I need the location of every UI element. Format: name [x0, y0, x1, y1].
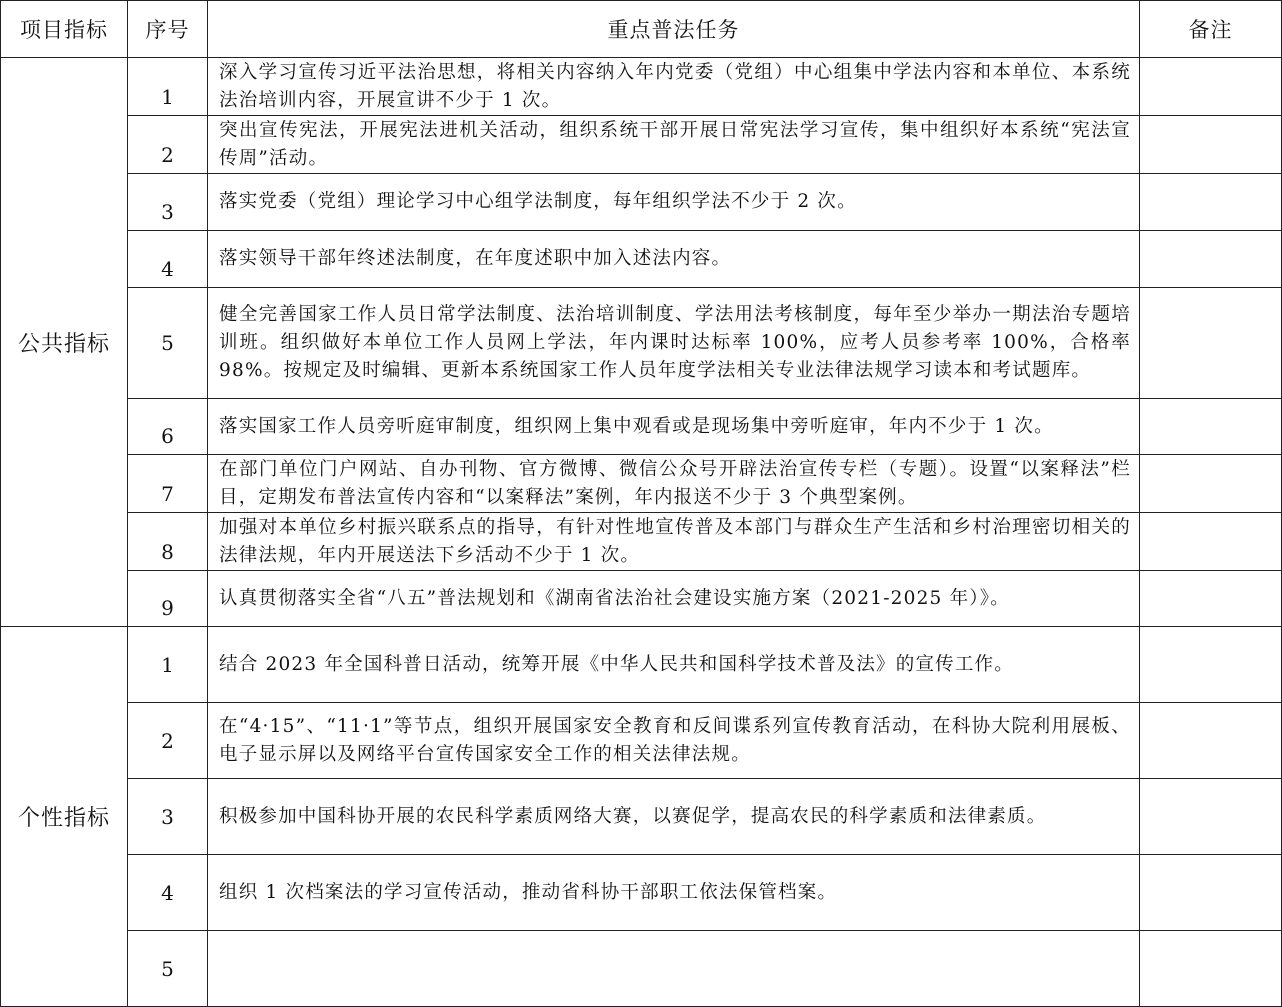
- task-text: 结合 2023 年全国科普日活动，统筹开展《中华人民共和国科学技术普及法》的宣传工作。: [208, 627, 1140, 703]
- table-row: [1, 231, 1282, 288]
- row-number: 4: [128, 231, 208, 288]
- header-number: 序号: [128, 1, 208, 58]
- note-cell: [1140, 513, 1282, 571]
- row-number: 9: [128, 571, 208, 627]
- table-row: [1, 58, 1282, 116]
- note-cell: [1140, 455, 1282, 513]
- note-cell: [1140, 703, 1282, 779]
- table-row: [1, 399, 1282, 455]
- task-text: 认真贯彻落实全省“八五”普法规划和《湖南省法治社会建设实施方案（2021-2025 年）》。: [208, 571, 1140, 627]
- note-cell: [1140, 931, 1282, 1007]
- note-cell: [1140, 231, 1282, 288]
- table-row: [1, 931, 1282, 1007]
- row-number: 4: [128, 855, 208, 931]
- task-text: 落实国家工作人员旁听庭审制度，组织网上集中观看或是现场集中旁听庭审，年内不少于 1 次。: [208, 399, 1140, 455]
- row-number: 7: [128, 455, 208, 513]
- row-number: 3: [128, 779, 208, 855]
- note-cell: [1140, 779, 1282, 855]
- table-row: [1, 174, 1282, 231]
- task-text: 落实领导干部年终述法制度，在年度述职中加入述法内容。: [208, 231, 1140, 288]
- task-text: 积极参加中国科协开展的农民科学素质网络大赛，以赛促学，提高农民的科学素质和法律素质。: [208, 779, 1140, 855]
- category-public: 公共指标: [1, 58, 128, 627]
- header-task: 重点普法任务: [208, 1, 1140, 58]
- note-cell: [1140, 627, 1282, 703]
- task-text: 健全完善国家工作人员日常学法制度、法治培训制度、学法用法考核制度，每年至少举办一期法治专题培训班。组织做好本单位工作人员网上学法，年内课时达标率 100%，应考人员参考率 100%，合格率 98%。按规定及时编辑、更新本系统国家工作人员年度学法相关专业法律法规学习读本和考试题库。: [208, 288, 1140, 399]
- row-number: 2: [128, 116, 208, 174]
- table-row: [1, 116, 1282, 174]
- table-row: [1, 627, 1282, 703]
- category-individual: 个性指标: [1, 627, 128, 1007]
- note-cell: [1140, 399, 1282, 455]
- task-text: 加强对本单位乡村振兴联系点的指导，有针对性地宣传普及本部门与群众生产生活和乡村治理密切相关的法律法规，年内开展送法下乡活动不少于 1 次。: [208, 513, 1140, 571]
- header-category: 项目指标: [1, 1, 128, 58]
- table-row: [1, 288, 1282, 399]
- header-note: 备注: [1140, 1, 1282, 58]
- row-number: 1: [128, 627, 208, 703]
- task-text: 组织 1 次档案法的学习宣传活动，推动省科协干部职工依法保管档案。: [208, 855, 1140, 931]
- table-row: [1, 513, 1282, 571]
- row-number: 1: [128, 58, 208, 116]
- task-text: 突出宣传宪法，开展宪法进机关活动，组织系统干部开展日常宪法学习宣传，集中组织好本系统“宪法宣传周”活动。: [208, 116, 1140, 174]
- note-cell: [1140, 58, 1282, 116]
- table-row: [1, 855, 1282, 931]
- note-cell: [1140, 174, 1282, 231]
- row-number: 8: [128, 513, 208, 571]
- table-row: [1, 571, 1282, 627]
- row-number: 6: [128, 399, 208, 455]
- row-number: 2: [128, 703, 208, 779]
- note-cell: [1140, 571, 1282, 627]
- table-row: [1, 703, 1282, 779]
- row-number: 3: [128, 174, 208, 231]
- table-row: [1, 779, 1282, 855]
- table-row: [1, 455, 1282, 513]
- row-number: 5: [128, 288, 208, 399]
- task-text: 落实党委（党组）理论学习中心组学法制度，每年组织学法不少于 2 次。: [208, 174, 1140, 231]
- table-header-row: [1, 1, 1282, 58]
- task-text: 在部门单位门户网站、自办刊物、官方微博、微信公众号开辟法治宣传专栏（专题）。设置“以案释法”栏目，定期发布普法宣传内容和“以案释法”案例，年内报送不少于 3 个典型案例。: [208, 455, 1140, 513]
- note-cell: [1140, 855, 1282, 931]
- note-cell: [1140, 116, 1282, 174]
- task-text: [208, 931, 1140, 1007]
- note-cell: [1140, 288, 1282, 399]
- task-text: 深入学习宣传习近平法治思想，将相关内容纳入年内党委（党组）中心组集中学法内容和本单位、本系统法治培训内容，开展宣讲不少于 1 次。: [208, 58, 1140, 116]
- task-text: 在“4·15”、“11·1”等节点，组织开展国家安全教育和反间谍系列宣传教育活动，在科协大院利用展板、电子显示屏以及网络平台宣传国家安全工作的相关法律法规。: [208, 703, 1140, 779]
- row-number: 5: [128, 931, 208, 1007]
